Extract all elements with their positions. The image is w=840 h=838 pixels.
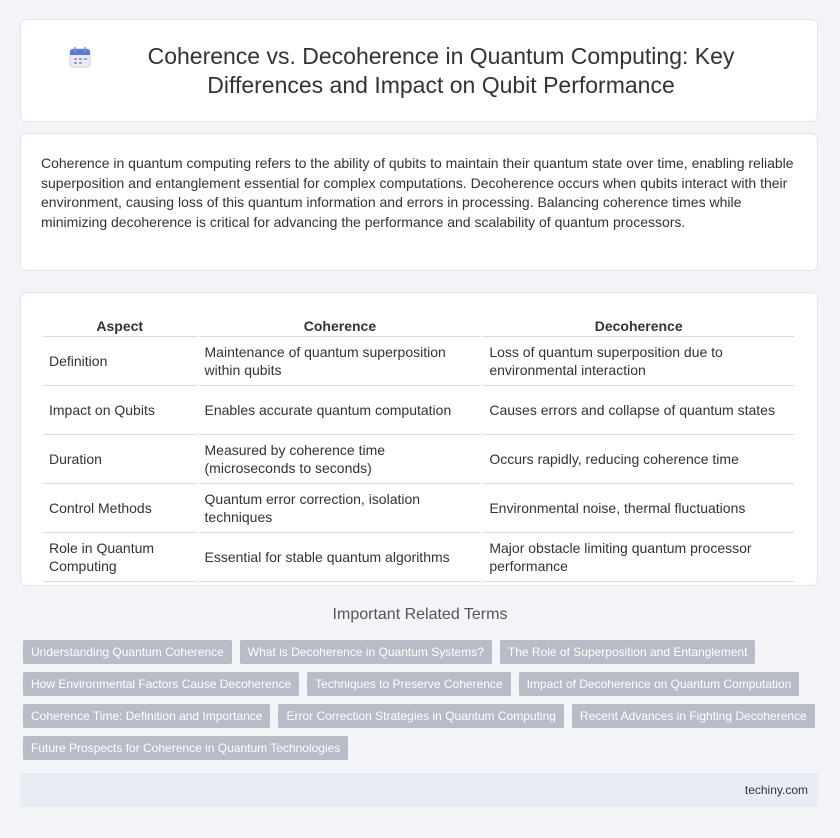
cell-coherence: Measured by coherence time (microseconds to seconds) xyxy=(199,435,482,484)
related-terms-title: Important Related Terms xyxy=(332,606,508,623)
related-term-tag[interactable]: What is Decoherence in Quantum Systems? xyxy=(240,640,492,664)
table-row xyxy=(43,435,794,484)
cell-decoherence: Causes errors and collapse of quantum states xyxy=(483,386,794,435)
intro-card xyxy=(20,133,818,271)
header-card xyxy=(20,19,818,122)
cell-decoherence: Environmental noise, thermal fluctuations xyxy=(483,484,794,533)
related-term-tag[interactable]: The Role of Superposition and Entanglement xyxy=(500,640,756,664)
table-row xyxy=(43,337,794,386)
header-coherence: Coherence xyxy=(199,313,482,337)
cell-aspect: Role in Quantum Computing xyxy=(43,533,197,582)
related-term-tag[interactable]: Techniques to Preserve Coherence xyxy=(307,672,510,696)
comparison-table xyxy=(41,313,796,582)
table-row xyxy=(43,484,794,533)
related-term-tag[interactable]: Understanding Quantum Coherence xyxy=(23,640,232,664)
intro-paragraph: Coherence in quantum computing refers to the ability of qubits to maintain their quantum state over time, enabling reliable superposition and entanglement essential for complex computations. Decoherence occurs when qubits interact with their environment, causing loss of this quantum information and errors in processing. Balancing coherence times while minimizing decoherence is critical for advancing the performance and scalability of quantum processors. xyxy=(41,155,794,230)
cell-aspect: Definition xyxy=(43,337,197,386)
cell-decoherence: Major obstacle limiting quantum processor performance xyxy=(483,533,794,582)
cell-aspect: Duration xyxy=(43,435,197,484)
table-row xyxy=(43,386,794,435)
related-term-tag[interactable]: Error Correction Strategies in Quantum Computing xyxy=(278,704,563,728)
cell-decoherence: Occurs rapidly, reducing coherence time xyxy=(483,435,794,484)
header-aspect: Aspect xyxy=(43,313,197,337)
cell-coherence: Quantum error correction, isolation techniques xyxy=(199,484,482,533)
cell-coherence: Essential for stable quantum algorithms xyxy=(199,533,482,582)
table-row xyxy=(43,533,794,582)
related-terms-tags xyxy=(23,640,823,768)
cell-decoherence: Loss of quantum superposition due to environmental interaction xyxy=(483,337,794,386)
table-header-row xyxy=(43,313,794,337)
cell-aspect: Impact on Qubits xyxy=(43,386,197,435)
calendar-icon xyxy=(69,46,91,68)
page-title: Coherence vs. Decoherence in Quantum Computing: Key Differences and Impact on Qubit Performance xyxy=(147,42,735,98)
related-term-tag[interactable]: Recent Advances in Fighting Decoherence xyxy=(572,704,815,728)
cell-coherence: Maintenance of quantum superposition within qubits xyxy=(199,337,482,386)
related-term-tag[interactable]: Coherence Time: Definition and Importance xyxy=(23,704,270,728)
related-term-tag[interactable]: Future Prospects for Coherence in Quantum Technologies xyxy=(23,736,348,760)
footer-brand[interactable]: techiny.com xyxy=(744,783,808,797)
header-inner xyxy=(69,42,769,100)
cell-coherence: Enables accurate quantum computation xyxy=(199,386,482,435)
related-term-tag[interactable]: Impact of Decoherence on Quantum Computation xyxy=(519,672,800,696)
footer xyxy=(20,773,818,807)
header-decoherence: Decoherence xyxy=(483,313,794,337)
related-term-tag[interactable]: How Environmental Factors Cause Decoherence xyxy=(23,672,299,696)
comparison-table-card xyxy=(20,292,818,586)
cell-aspect: Control Methods xyxy=(43,484,197,533)
